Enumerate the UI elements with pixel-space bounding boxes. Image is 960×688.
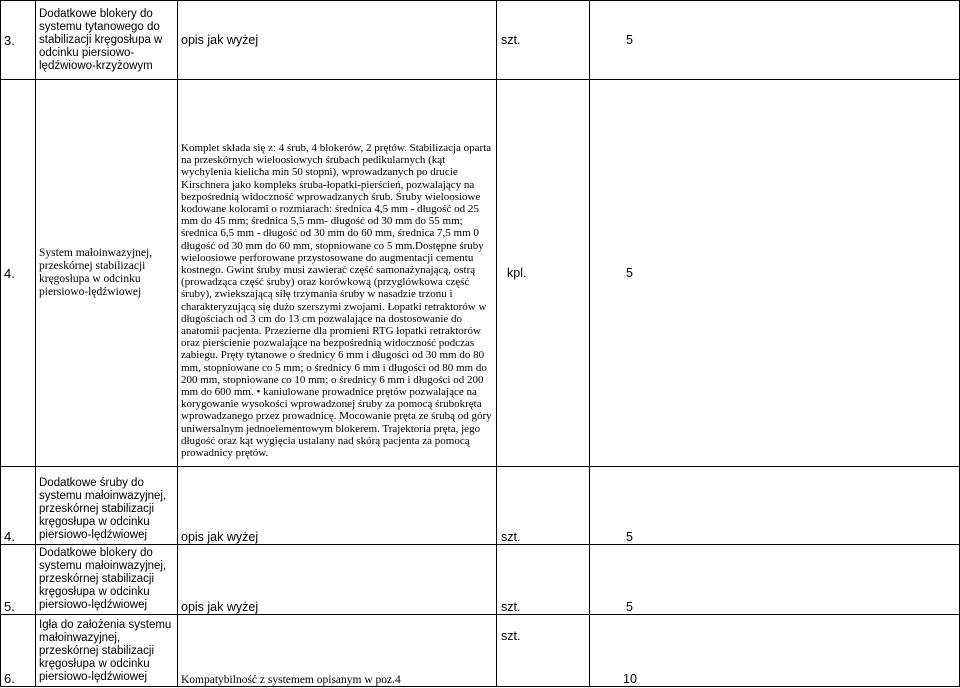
product-description: opis jak wyżej bbox=[178, 545, 497, 615]
row-number: 5. bbox=[1, 545, 36, 615]
product-name: Dodatkowe śruby do systemu małoinwazyjnej, przeskórnej stabilizacji kręgosłupa w odcinku piersiowo-lędźwiowej bbox=[36, 467, 178, 545]
table-row bbox=[1, 467, 960, 545]
unit-of-measure: szt. bbox=[497, 545, 590, 615]
product-description: opis jak wyżej bbox=[178, 1, 497, 80]
product-description: opis jak wyżej bbox=[178, 467, 497, 545]
row-number: 3. bbox=[1, 1, 36, 80]
product-name: Dodatkowe blokery do systemu tytanowego do stabilizacji kręgosłupa w odcinku piersiowo-lędźwiowo-krzyżowym bbox=[36, 1, 178, 80]
quantity: 5 bbox=[590, 80, 960, 467]
table-row bbox=[1, 615, 960, 687]
product-name: Igła do założenia systemu małoinwazyjnej, przeskórnej stabilizacji kręgosłupa w odcinku piersiowo-lędźwiowej bbox=[36, 615, 178, 687]
row-number: 6. bbox=[1, 615, 36, 687]
quantity: 5 bbox=[590, 545, 960, 615]
row-number: 4. bbox=[1, 467, 36, 545]
unit-of-measure: szt. bbox=[497, 467, 590, 545]
row-number: 4. bbox=[1, 80, 36, 467]
product-name: System małoinwazyjnej, przeskórnej stabilizacji kręgosłupa w odcinku piersiowo-lędźwiowej bbox=[36, 80, 178, 467]
table-row bbox=[1, 545, 960, 615]
quantity: 5 bbox=[590, 467, 960, 545]
product-description: Komplet składa się z: 4 śrub, 4 blokerów, 2 prętów. Stabilizacja oparta na przeskórnych wieloosiowych śrubach pedikularnych (kąt wychylenia kielicha min 50 stopni), wprowadzanych po drucie Kirschnera jako kompleks śruba-łopatki-pierścień, pozwalający na bezpośrednią widoczność wprowadzanych śrub. Śruby wieloosiowe kodowane kolorami o rozmiarach: średnica 4,5 mm - długość od 25 mm do 45 mm; średnica 5,5 mm- długość od 30 mm do 55 mm; średnica 6,5 mm - długość od 30 mm do 60 mm, średnica 7,5 mm 0 długość od 30 mm do 60 mm, stopniowane co 5 mm.Dostępne śruby wieloosiowe perforowane przystosowane do augmentacji cementu kostnego. Gwint śruby musi zawierać część samonażynającą, ostrą (prowadząca część śruby) oraz korówkową (przyglówkowa część śruby), zwiekszającą siłę trzymania śruby w nasadzie trzonu i charakteryzującą się dużo szerszymi zwojami. Łopatki retraktorów w długościach od 3 cm do 13 cm pozwalające na dostosowanie do anatomii pacjenta. Przezierne dla promieni RTG łopatki retraktorów oraz pierścienie pozwalające na bezpośrednią widoczność podczas zabiegu. Pręty tytanowe o średnicy 6 mm i długości od 30 mm do 80 mm, stopniowane co 5 mm; o średnicy 6 mm i długości od 80 mm do 200 mm, stopniowane co 10 mm; o średnicy 6 mm i długości od 200 mm do 600 mm. • kaniulowane prowadnice prętów pozwalające na korygowanie wysokości wprowadzonej śruby za pomocą śrubokręta wprowadzanego przez prowadnicę. Mocowanie pręta ze śrubą od góry uniwersalnym jednoelementowym blokerem. Trajektoria pręta, jego długość oraz kąt wygięcia ustalany nad skórą pacjenta za pomocą prowadnicy prętów. bbox=[178, 80, 497, 467]
unit-of-measure: kpl. bbox=[497, 80, 590, 467]
unit-of-measure: szt. bbox=[497, 615, 590, 687]
unit-of-measure: szt. bbox=[497, 1, 590, 80]
product-name: Dodatkowe blokery do systemu małoinwazyjnej, przeskórnej stabilizacji kręgosłupa w odcinku piersiowo-lędźwiowej bbox=[36, 545, 178, 615]
table-row bbox=[1, 80, 960, 467]
table-row bbox=[1, 1, 960, 80]
product-description: Kompatybilność z systemem opisanym w poz.4 bbox=[178, 615, 497, 687]
quantity: 10 bbox=[590, 615, 960, 687]
quantity: 5 bbox=[590, 1, 960, 80]
